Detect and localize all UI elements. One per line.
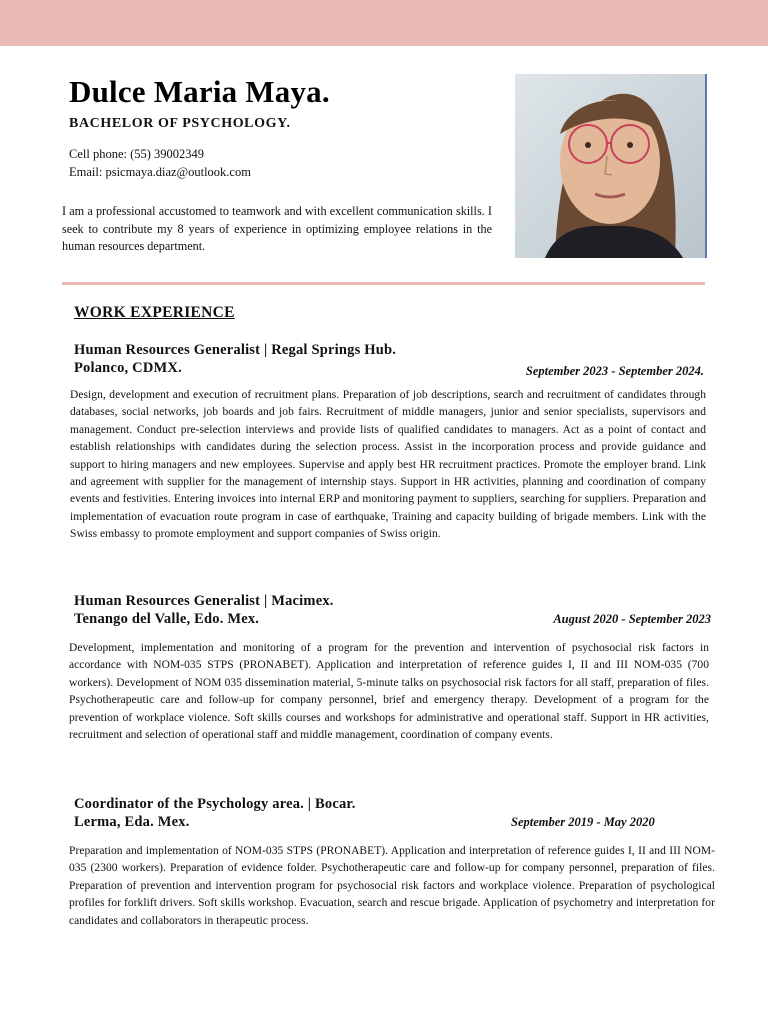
profile-summary: I am a professional accustomed to teamwork and with excellent communication skills. I seek to contribute my 8 years of experience in optimizing employee relations in the human resources department.	[62, 204, 492, 253]
email-address: Email: psicmaya.diaz@outlook.com	[69, 165, 251, 179]
header-accent-bar	[0, 0, 768, 46]
job-location: Lerma, Eda. Mex.	[74, 814, 190, 830]
job-title-line: Human Resources Generalist | Regal Springs Hub.	[74, 342, 397, 358]
section-divider	[62, 282, 705, 285]
job-dates: September 2019 - May 2020	[511, 815, 655, 829]
job-description: Preparation and implementation of NOM-035 STPS (PRONABET). Application and interpretation of reference guides I, II and III NOM-035 (2300 workers). Preparation of evidence folder. Psychotherapeutic care and follow-up for company personnel, preparation of files. Preparation of prevention and intervention program for psychosocial risk factors and workplace violence. Preparation of psychological profiles for forklift drivers. Soft skills workshop. Evacuation, search and rescue brigade. Application of psychometry and interpretation for candidates and collaborators in therapeutic process.	[69, 845, 715, 927]
job-dates: August 2020 - September 2023	[553, 612, 711, 626]
profile-photo	[515, 74, 707, 258]
work-experience-heading: WORK EXPERIENCE	[74, 304, 235, 321]
job-title	[74, 341, 396, 377]
candidate-name: Dulce Maria Maya.	[69, 74, 330, 109]
degree-title: BACHELOR OF PSYCHOLOGY.	[69, 116, 291, 131]
job-title	[74, 592, 334, 628]
job-location: Tenango del Valle, Edo. Mex.	[74, 611, 260, 627]
portrait-illustration	[515, 74, 705, 258]
job-location: Polanco, CDMX.	[74, 360, 182, 376]
job-title-line: Human Resources Generalist | Macimex.	[74, 593, 334, 609]
job-description: Design, development and execution of recruitment plans. Preparation of job descriptions, search and recruitment of candidates through databases, social networks, job boards and job fairs. Recruitment of middle managers, junior and senior specialists, supervisors and management. Conduct pre-selection interviews and provide lists of qualified candidates to managers. Act as a point of contact and establish relationships with candidates during the selection process. Assist in the incorporation process and provide guidance and support to hiring managers and new employees. Supervise and apply best HR recruitment practices. Promote the employer brand. Link and agreement with supplier for the management of internship stays. Support in HR activities, planning and coordination of company events and festivities. Entering invoices into internal ERP and monitoring payment to suppliers, searching for suppliers. Preparation and implementation of evacuation route program in case of earthquake, Training and capacity building of brigade members. Link with the Swiss embassy to promote employment and support companies of Swiss origin.	[70, 389, 706, 541]
job-title-line: Coordinator of the Psychology area. | Bocar.	[74, 796, 356, 812]
job-title	[74, 795, 356, 831]
job-description: Development, implementation and monitoring of a program for the prevention and intervention of psychosocial risk factors in accordance with NOM-035 STPS (PRONABET). Application and interpretation of reference guides I, II and III NOM-035 (700 workers). Development of NOM 035 dissemination material, 5-minute talks on psychosocial risk factors for all staff, preparation of files. Psychotherapeutic care and follow-up for company personnel, brief and emergency therapy. Development of a program for the prevention of workplace violence. Soft skills courses and workshops for administrative and operational staff. Support in HR activities, recruitment and selection of operational staff and middle management, coordination of company events.	[69, 642, 709, 742]
job-dates: September 2023 - September 2024.	[525, 364, 704, 378]
phone-number: Cell phone: (55) 39002349	[69, 147, 205, 161]
